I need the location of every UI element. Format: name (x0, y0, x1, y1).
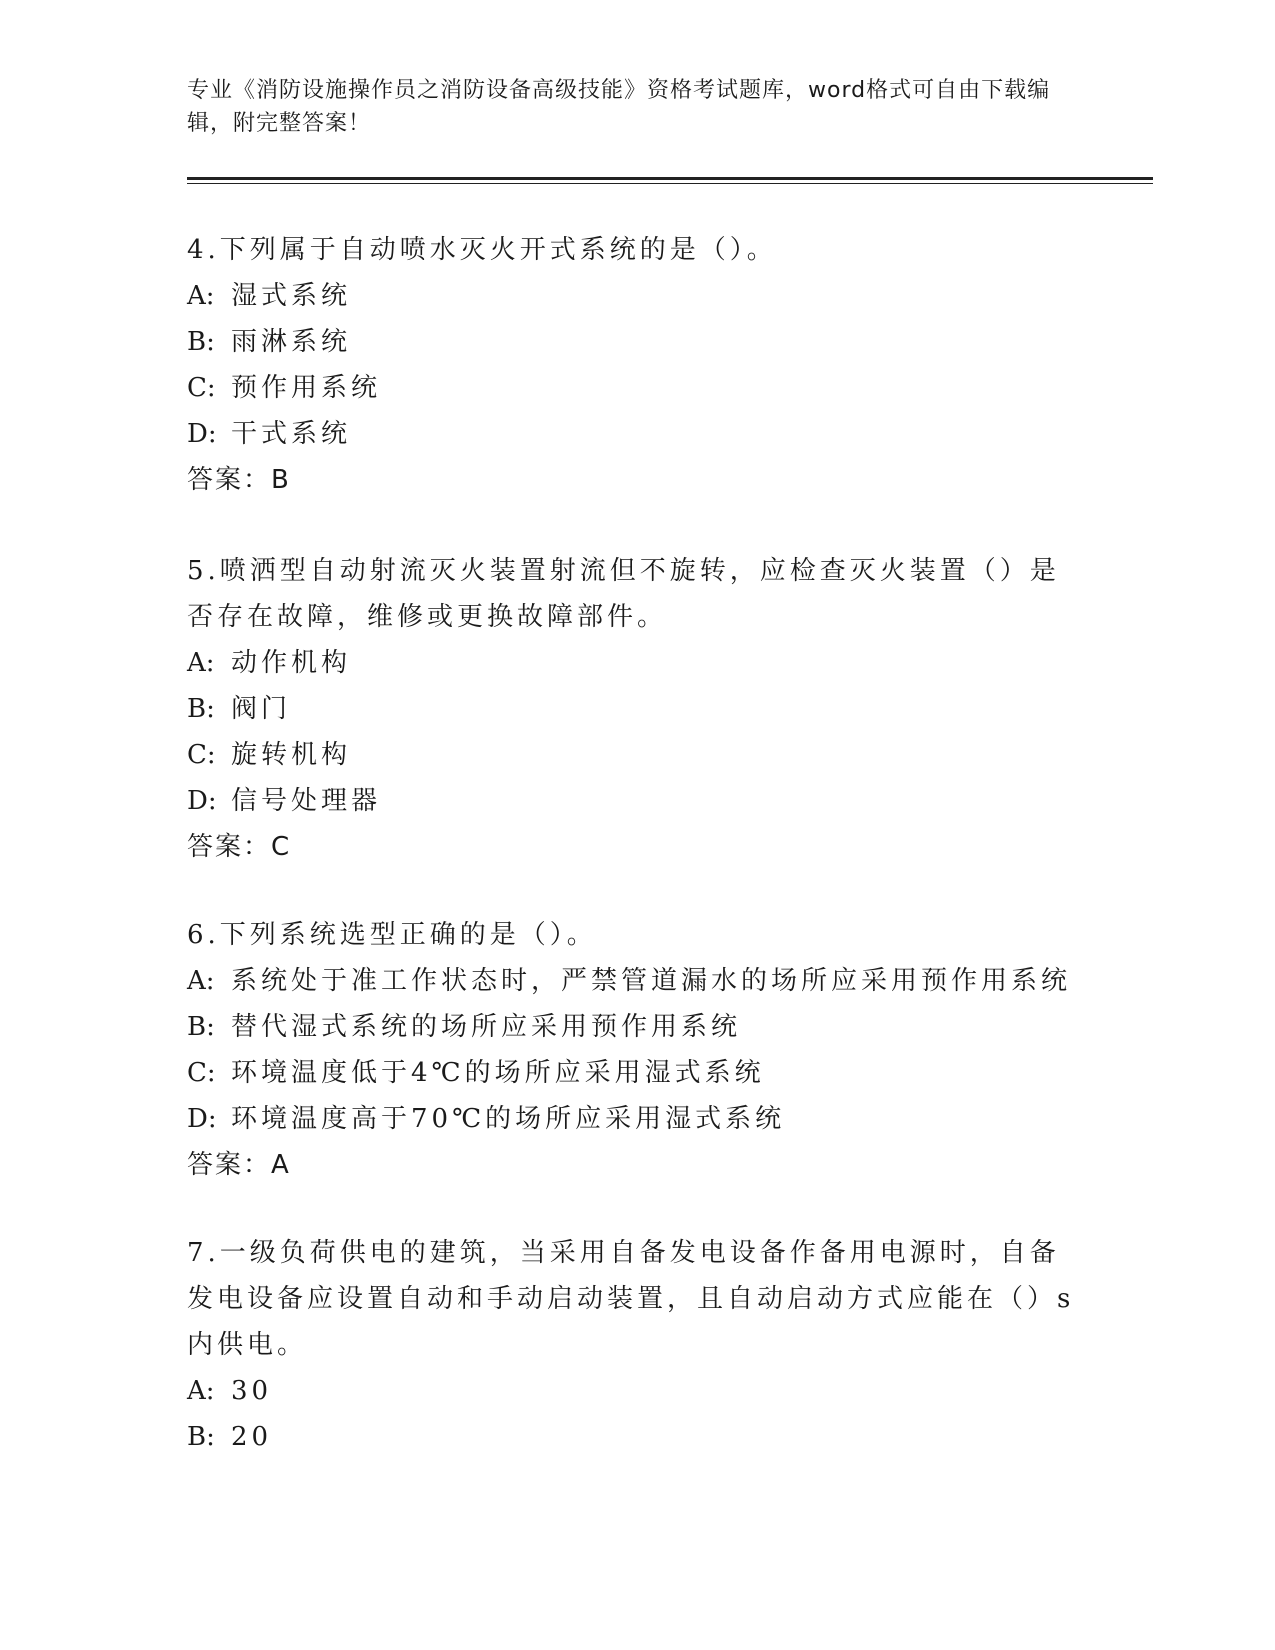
option-d (187, 1096, 1087, 1142)
option-b (187, 686, 1087, 732)
option-text: 动作机构 (231, 648, 352, 678)
option-key: D: (187, 419, 217, 449)
option-c (187, 732, 1087, 778)
option-text: 系统处于准工作状态时，严禁管道漏水的场所应采用预作用系统 (231, 966, 1072, 996)
question-6 (187, 912, 1087, 1188)
option-d (187, 411, 1087, 457)
header-divider-thick (187, 177, 1153, 180)
option-a (187, 273, 1087, 319)
question-5 (187, 548, 1087, 870)
question-stem: 6.下列系统选型正确的是（）。 (187, 920, 597, 950)
question-stem: 7.一级负荷供电的建筑，当采用自备发电设备作备用电源时，自备发电设备应设置自动和手动启动装置，且自动启动方式应能在（）s内供电。 (187, 1238, 1075, 1360)
option-key: B: (187, 1012, 215, 1042)
option-text: 环境温度低于4℃的场所应采用湿式系统 (231, 1058, 765, 1088)
option-text: 30 (231, 1376, 273, 1406)
question-stem: 5.喷洒型自动射流灭火装置射流但不旋转，应检查灭火装置（）是否存在故障，维修或更换故障部件。 (187, 556, 1060, 632)
option-key: C: (187, 740, 216, 770)
option-c (187, 365, 1087, 411)
question-4 (187, 227, 1087, 503)
option-key: A: (187, 966, 215, 996)
option-text: 预作用系统 (231, 373, 382, 403)
option-key: C: (187, 1058, 216, 1088)
option-a (187, 958, 1087, 1004)
option-text: 干式系统 (231, 419, 352, 449)
option-key: B: (187, 694, 215, 724)
document-header: 专业《消防设施操作员之消防设备高级技能》资格考试题库，word格式可自由下载编辑，附完整答案！ (187, 78, 1051, 136)
option-b (187, 1004, 1087, 1050)
option-key: A: (187, 648, 215, 678)
option-b (187, 319, 1087, 365)
option-text: 替代湿式系统的场所应采用预作用系统 (231, 1012, 742, 1042)
question-stem: 4.下列属于自动喷水灭火开式系统的是（）。 (187, 235, 777, 265)
option-d (187, 778, 1087, 824)
option-text: 20 (231, 1422, 273, 1452)
header-divider-thin (187, 183, 1153, 184)
option-c (187, 1050, 1087, 1096)
answer-line: 答案：A (187, 1150, 291, 1180)
option-text: 湿式系统 (231, 281, 352, 311)
option-key: A: (187, 281, 215, 311)
option-text: 环境温度高于70℃的场所应采用湿式系统 (231, 1104, 786, 1134)
option-key: D: (187, 786, 217, 816)
option-text: 阀门 (231, 694, 292, 724)
option-key: A: (187, 1376, 215, 1406)
option-key: D: (187, 1104, 217, 1134)
option-a (187, 1368, 1087, 1414)
option-key: B: (187, 1422, 215, 1452)
question-7 (187, 1230, 1087, 1460)
option-key: C: (187, 373, 216, 403)
option-text: 信号处理器 (231, 786, 382, 816)
answer-line: 答案：B (187, 465, 291, 495)
answer-line: 答案：C (187, 832, 292, 862)
option-text: 雨淋系统 (231, 327, 352, 357)
option-key: B: (187, 327, 215, 357)
option-text: 旋转机构 (231, 740, 352, 770)
option-b (187, 1414, 1087, 1460)
option-a (187, 640, 1087, 686)
